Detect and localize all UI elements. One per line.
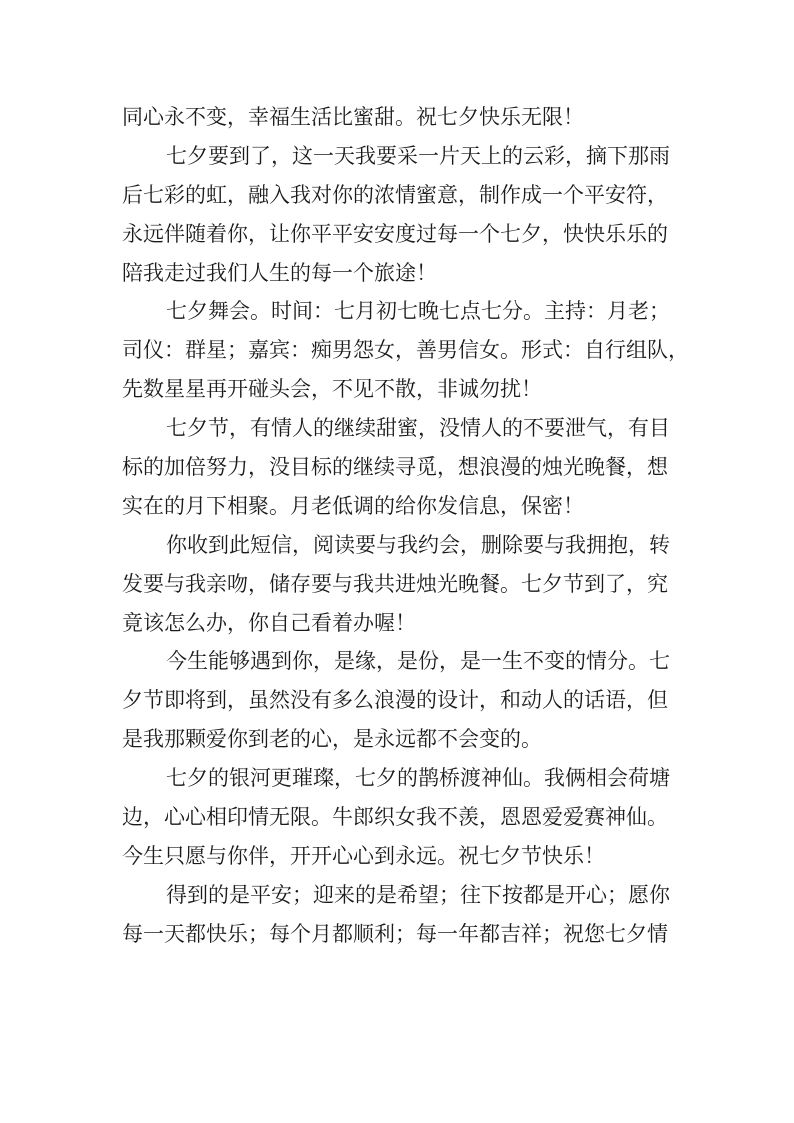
- text-line: 是我那颗爱你到老的心，是永远都不会变的。: [122, 727, 542, 752]
- document-body: [122, 98, 689, 954]
- text-line: 同心永不变，幸福生活比蜜甜。祝七夕快乐无限！: [122, 105, 584, 129]
- text-line: 陪我走过我们人生的每一个旅途！: [122, 260, 437, 285]
- text-line: 司仪：群星；嘉宾：痴男怨女，善男信女。形式：自行组队，: [122, 338, 689, 363]
- text-line: 七夕舞会。时间：七月初七晚七点七分。主持：月老；: [166, 299, 670, 324]
- text-line: 夕节即将到，虽然没有多么浪漫的设计，和动人的话语，但: [122, 688, 668, 713]
- text-line: 永远伴随着你，让你平平安安度过每一个七夕，快快乐乐的: [122, 221, 668, 246]
- text-line: 得到的是平安；迎来的是希望；往下按都是开心；愿你: [166, 882, 670, 907]
- text-line: 发要与我亲吻，储存要与我共进烛光晚餐。七夕节到了，究: [122, 571, 668, 596]
- text-line: 标的加倍努力，没目标的继续寻觅，想浪漫的烛光晚餐，想: [122, 455, 668, 480]
- text-line: 今生能够遇到你，是缘，是份，是一生不变的情分。七: [166, 649, 670, 674]
- text-line: 先数星星再开碰头会，不见不散，非诚勿扰！: [122, 377, 542, 402]
- text-line: 你收到此短信，阅读要与我约会，删除要与我拥抱，转: [166, 532, 670, 557]
- text-line: 七夕的银河更璀璨，七夕的鹊桥渡神仙。我俩相会荷塘: [166, 766, 670, 791]
- text-line: 今生只愿与你伴，开开心心到永远。祝七夕节快乐！: [122, 843, 605, 868]
- text-line: 七夕节，有情人的继续甜蜜，没情人的不要泄气，有目: [166, 416, 670, 441]
- text-line: 实在的月下相聚。月老低调的给你发信息，保密！: [122, 493, 584, 518]
- text-line: 后七彩的虹，融入我对你的浓情蜜意，制作成一个平安符，: [122, 182, 668, 207]
- text-line: 每一天都快乐；每个月都顺利；每一年都吉祥；祝您七夕情: [122, 921, 668, 946]
- text-line: 竟该怎么办，你自己看着办喔！: [122, 610, 416, 635]
- text-line: 七夕要到了，这一天我要采一片天上的云彩，摘下那雨: [166, 143, 670, 168]
- text-line: 边，心心相印情无限。牛郎织女我不羡，恩恩爱爱赛神仙。: [122, 805, 668, 830]
